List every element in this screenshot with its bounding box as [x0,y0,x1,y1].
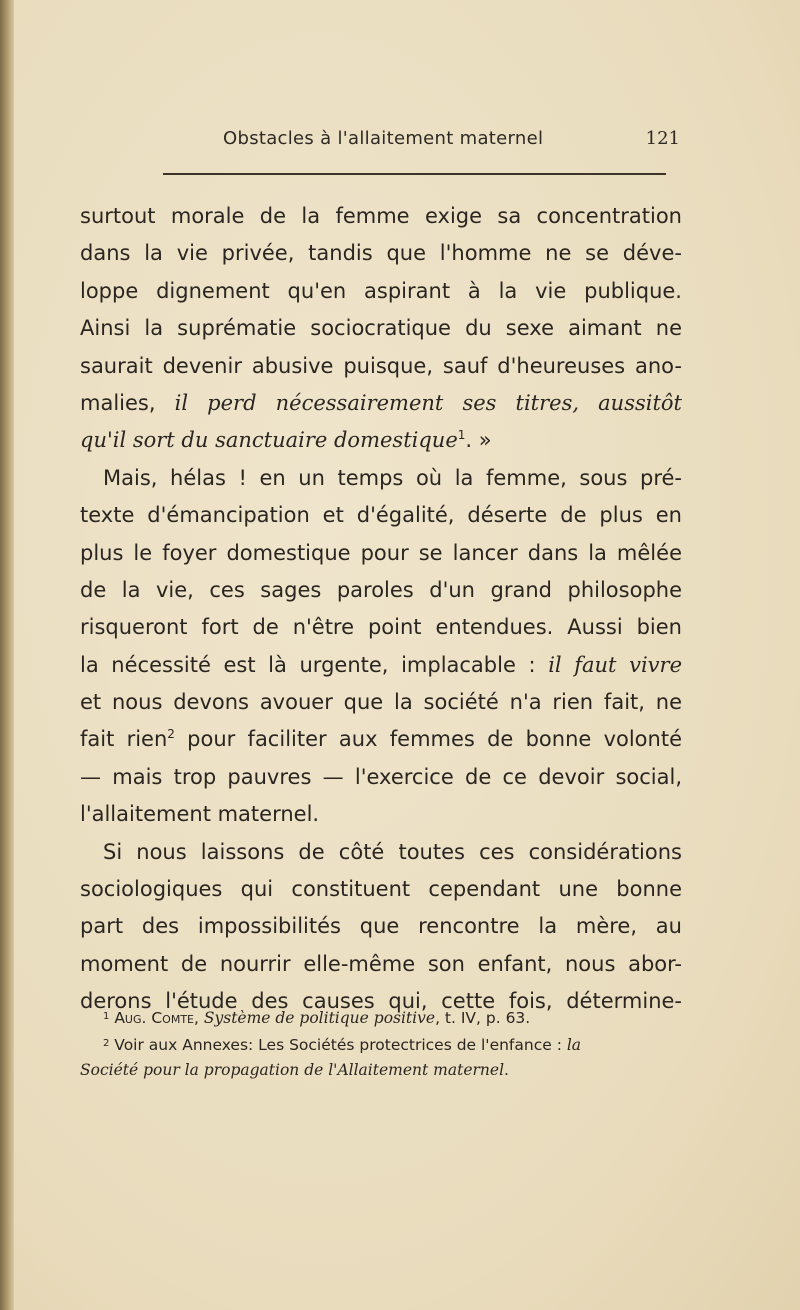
text-line: risqueront fort de n'être point entendues. Aussi bien [80,615,682,640]
text-line: l'allaitement maternel. [80,802,320,827]
text-line: texte d'émancipation et d'égalité, déserte de plus en [80,503,682,528]
text-line: moment de nourrir elle-même son enfant, nous abor- [80,951,682,976]
text-segment: pour faciliter aux femmes de bonne volonté [174,727,682,752]
footnote-1 [80,1004,682,1031]
text-line: part des impossibilités que rencontre la mère, au [80,914,682,939]
text-line: Ainsi la suprématie sociocratique du sexe aimant ne [80,316,682,341]
text-line [80,647,682,684]
text-line: Mais, hélas ! en un temps où la femme, sous pré- [103,465,682,490]
footnote-segment: , [194,1009,204,1027]
text-segment: fait rien [80,727,168,752]
running-head-title: Obstacles à l'allaitement maternel [223,128,544,149]
header-rule [163,173,666,175]
text-segment: malies, [80,390,175,415]
text-line: et nous devons avouer que la société n'a rien fait, ne [80,690,682,715]
running-head [165,128,680,158]
footnote-author: Aug. Comte [114,1009,194,1027]
text-line [80,721,682,758]
text-line: de la vie, ces sages paroles d'un grand philosophe [80,577,682,602]
footnote-ref-2: 2 [167,727,175,742]
text-line: surtout morale de la femme exige sa concentration [80,204,682,228]
footnotes [80,1004,682,1083]
footnote-ref-1: 1 [457,428,466,443]
text-line: sociologiques qui constituent cependant une bonne [80,877,682,902]
text-line: Si nous laissons de côté toutes ces considérations [103,839,682,864]
text-line: saurait devenir abusive puisque, sauf d'heureuses ano- [80,353,682,378]
text-line: loppe dignement qu'en aspirant à la vie publique. [80,278,682,303]
footnote-segment: , t. IV, p. 63. [435,1009,531,1027]
text-line: derons l'étude des causes qui, cette fois, détermine- [80,989,682,1014]
text-line [80,385,682,422]
text-line [80,422,682,459]
text-segment: . » [465,428,492,453]
footnote-mark: 2 [103,1038,110,1049]
text-line: — mais trop pauvres — l'exercice de ce devoir social, [80,764,682,789]
footnote-italic: la [566,1036,582,1054]
italic-quote: il perd nécessairement ses titres, aussitôt [174,390,682,415]
footnote-work-title: Système de politique positive [203,1009,436,1027]
body-text [80,198,682,1021]
book-spine-shadow [0,0,14,1310]
footnote-segment: . [504,1061,509,1079]
text-segment: la nécessité est là urgente, implacable : [80,652,549,677]
footnote-segment: Voir aux Annexes: Les Sociétés protectrices de l'enfance : [109,1036,567,1054]
footnote-italic: Société pour la propagation de l'Allaitement maternel [80,1061,505,1079]
text-line: dans la vie privée, tandis que l'homme ne se déve- [80,241,682,266]
italic-phrase: il faut vivre [548,652,683,677]
footnote-mark: 1 [103,1011,110,1022]
footnote-2 [80,1031,682,1058]
text-line: plus le foyer domestique pour se lancer dans la mêlée [80,540,682,565]
footnote-2-continued [80,1058,682,1083]
italic-quote: qu'il sort du sanctuaire domestique [80,428,458,453]
page-number: 121 [645,128,680,149]
